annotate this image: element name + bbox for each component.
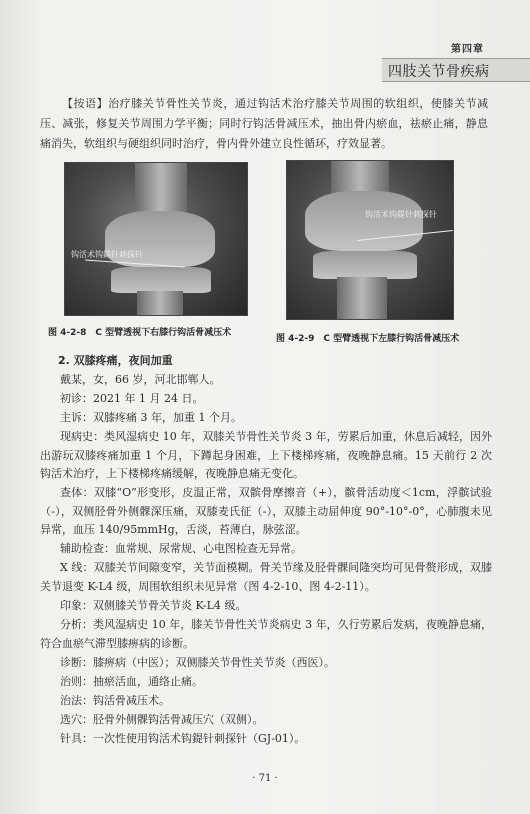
tibia-shaft [137,291,183,316]
femoral-condyle [305,191,423,251]
case-line: 现病史：类风湿病史 10 年，双膝关节骨性关节炎 3 年，劳累后加重，休息后减轻，因外出游玩双膝疼痛加重 1 个月，下蹲起身困难，上下楼梯疼痛，夜晚静息痛。15 天前行 2 次钩活术治疗，上下楼梯疼痛缓解，夜晚静息痛无变化。 [40,430,492,481]
page-number: · 71 · [252,773,278,784]
commentary-paragraph: 【按语】治疗膝关节骨性关节炎，通过钩活术治疗膝关节周围的软组织，使膝关节减压、减张，修复关节周围力学平衡；同时行钩活骨减压术，抽出骨内瘀血，祛瘀止痛，静息痛消失，软组织与硬组织同时治疗，骨内骨外建立良性循环，疗效显著。 [40,97,488,150]
case-line: 主诉：双膝疼痛 3 年，加重 1 个月。 [60,411,242,424]
tibial-plateau [111,267,211,293]
case-line: 辅助检查：血常规、尿常规、心电图检查无异常。 [60,542,302,555]
needle-label: 钩活术钩鍉针刺探针 [71,250,143,259]
case-line: 分析：类风湿病史 10 年，膝关节骨性关节炎病史 3 年，久行劳累后发病，夜晚静息痛，符合血瘀气滞型膝痹病的诊断。 [40,618,492,650]
case-line: 初诊：2021 年 1 月 24 日。 [60,392,204,405]
case-line: 查体：双膝“O”形变形，皮温正常，双髌骨摩擦音（+），髌骨活动度＜1cm，浮髌试验（-），双侧胫骨外侧髁深压痛，双膝麦氏征（-），双膝主动屈伸度 90°-10°-0°，心肺腹未见异常，血压 140/95mmHg，舌淡，苔薄白，脉弦涩。 [40,486,492,537]
xray-image-left-knee [286,160,454,320]
case-line: 戴某，女，66 岁，河北邯郸人。 [60,373,221,386]
case-heading: 2. 双膝疼痛，夜间加重 [58,354,173,367]
case-line: 印象：双侧膝关节骨关节炎 K-L4 级。 [60,599,247,612]
needle-label: 钩活术钩鍉针刺探针 [365,210,437,219]
section-title: 四肢关节骨疾病 [388,64,490,80]
case-line: X 线：双膝关节间隙变窄，关节面模糊。骨关节缘及胫骨髁间隆突均可见骨赘形成，双膝关节退变 K-L4 级，周围软组织未见异常（图 4-2-10、图 4-2-11）。 [40,561,492,593]
figure-caption: 图 4-2-9 C 型臂透视下左膝行钩活骨减压术 [276,334,460,344]
case-line: 诊断：膝痹病（中医）；双侧膝关节骨性关节炎（西医）。 [60,656,335,669]
xray-image-right-knee [64,162,248,316]
tibial-plateau [313,251,417,279]
tibia-shaft [337,277,387,319]
case-line: 选穴：胫骨外侧髁钩活骨减压穴（双侧）。 [60,713,264,726]
case-line: 治法：钩活骨减压术。 [60,694,170,707]
case-line: 针具：一次性使用钩活术钩鍉针刺探针（GJ-01）。 [60,732,306,745]
chapter-label: 第四章 [451,44,484,55]
case-line: 治则：抽瘀活血，通络止痛。 [60,675,203,688]
figure-caption: 图 4-2-8 C 型臂透视下右膝行钩活骨减压术 [48,328,232,338]
